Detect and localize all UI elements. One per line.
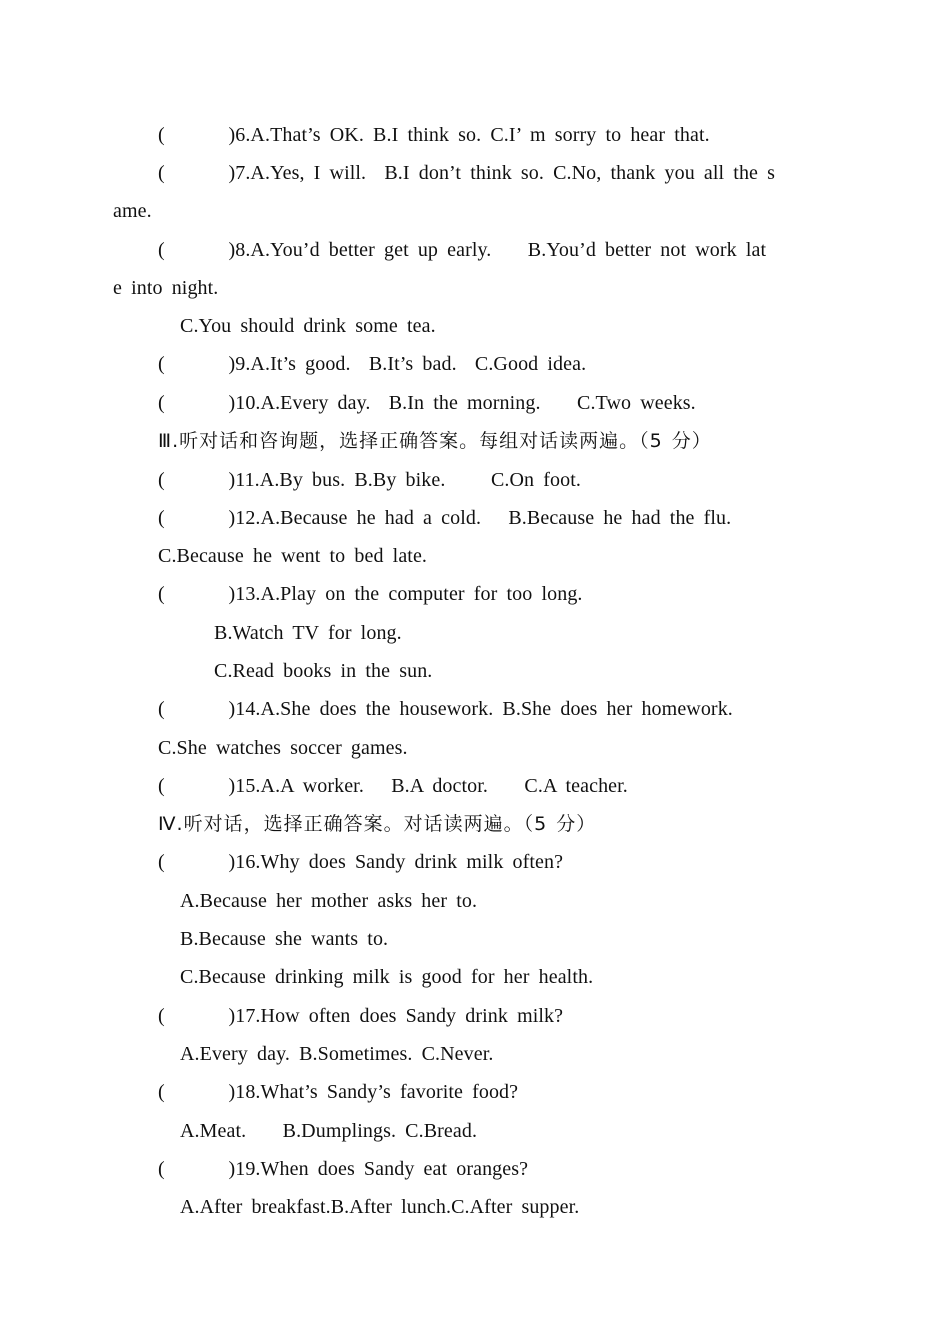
question-19: ( )19.When does Sandy eat oranges? — [158, 1158, 529, 1180]
question-16-option-a: A.Because her mother asks her to. — [180, 890, 478, 912]
question-7: ( )7.A.Yes, I will. B.I don’t think so. C.No, thank you all the s — [158, 162, 776, 184]
question-12: ( )12.A.Because he had a cold. B.Because he had the flu. — [158, 507, 732, 529]
question-12-option-c: C.Because he went to bed late. — [158, 545, 428, 567]
question-18: ( )18.What’s Sandy’s favorite food? — [158, 1081, 519, 1103]
question-17: ( )17.How often does Sandy drink milk? — [158, 1005, 564, 1027]
question-7-wrap: ame. — [113, 200, 152, 222]
question-14: ( )14.A.She does the housework. B.She does her homework. — [158, 698, 733, 720]
question-18-options: A.Meat. B.Dumplings. C.Bread. — [180, 1120, 478, 1142]
question-16-option-c: C.Because drinking milk is good for her health. — [180, 966, 594, 988]
question-8-option-c: C.You should drink some tea. — [180, 315, 436, 337]
question-13-option-c: C.Read books in the sun. — [214, 660, 433, 682]
section-4-heading: Ⅳ.听对话，选择正确答案。对话读两遍。（5 分） — [158, 813, 597, 835]
question-19-options: A.After breakfast.B.After lunch.C.After supper. — [180, 1196, 580, 1218]
question-15: ( )15.A.A worker. B.A doctor. C.A teacher. — [158, 775, 628, 797]
question-8: ( )8.A.You’d better get up early. B.You’d better not work lat — [158, 239, 767, 261]
question-6: ( )6.A.That’s OK. B.I think so. C.I’ m sorry to hear that. — [158, 124, 710, 146]
question-8-wrap: e into night. — [113, 277, 219, 299]
question-9: ( )9.A.It’s good. B.It’s bad. C.Good idea. — [158, 353, 587, 375]
question-13-option-b: B.Watch TV for long. — [214, 622, 402, 644]
question-17-options: A.Every day. B.Sometimes. C.Never. — [180, 1043, 494, 1065]
question-11: ( )11.A.By bus. B.By bike. C.On foot. — [158, 469, 581, 491]
question-10: ( )10.A.Every day. B.In the morning. C.Two weeks. — [158, 392, 696, 414]
section-3-heading: Ⅲ.听对话和咨询题，选择正确答案。每组对话读两遍。（5 分） — [158, 430, 712, 452]
question-13: ( )13.A.Play on the computer for too long. — [158, 583, 583, 605]
question-16: ( )16.Why does Sandy drink milk often? — [158, 851, 564, 873]
question-14-option-c: C.She watches soccer games. — [158, 737, 408, 759]
question-16-option-b: B.Because she wants to. — [180, 928, 389, 950]
